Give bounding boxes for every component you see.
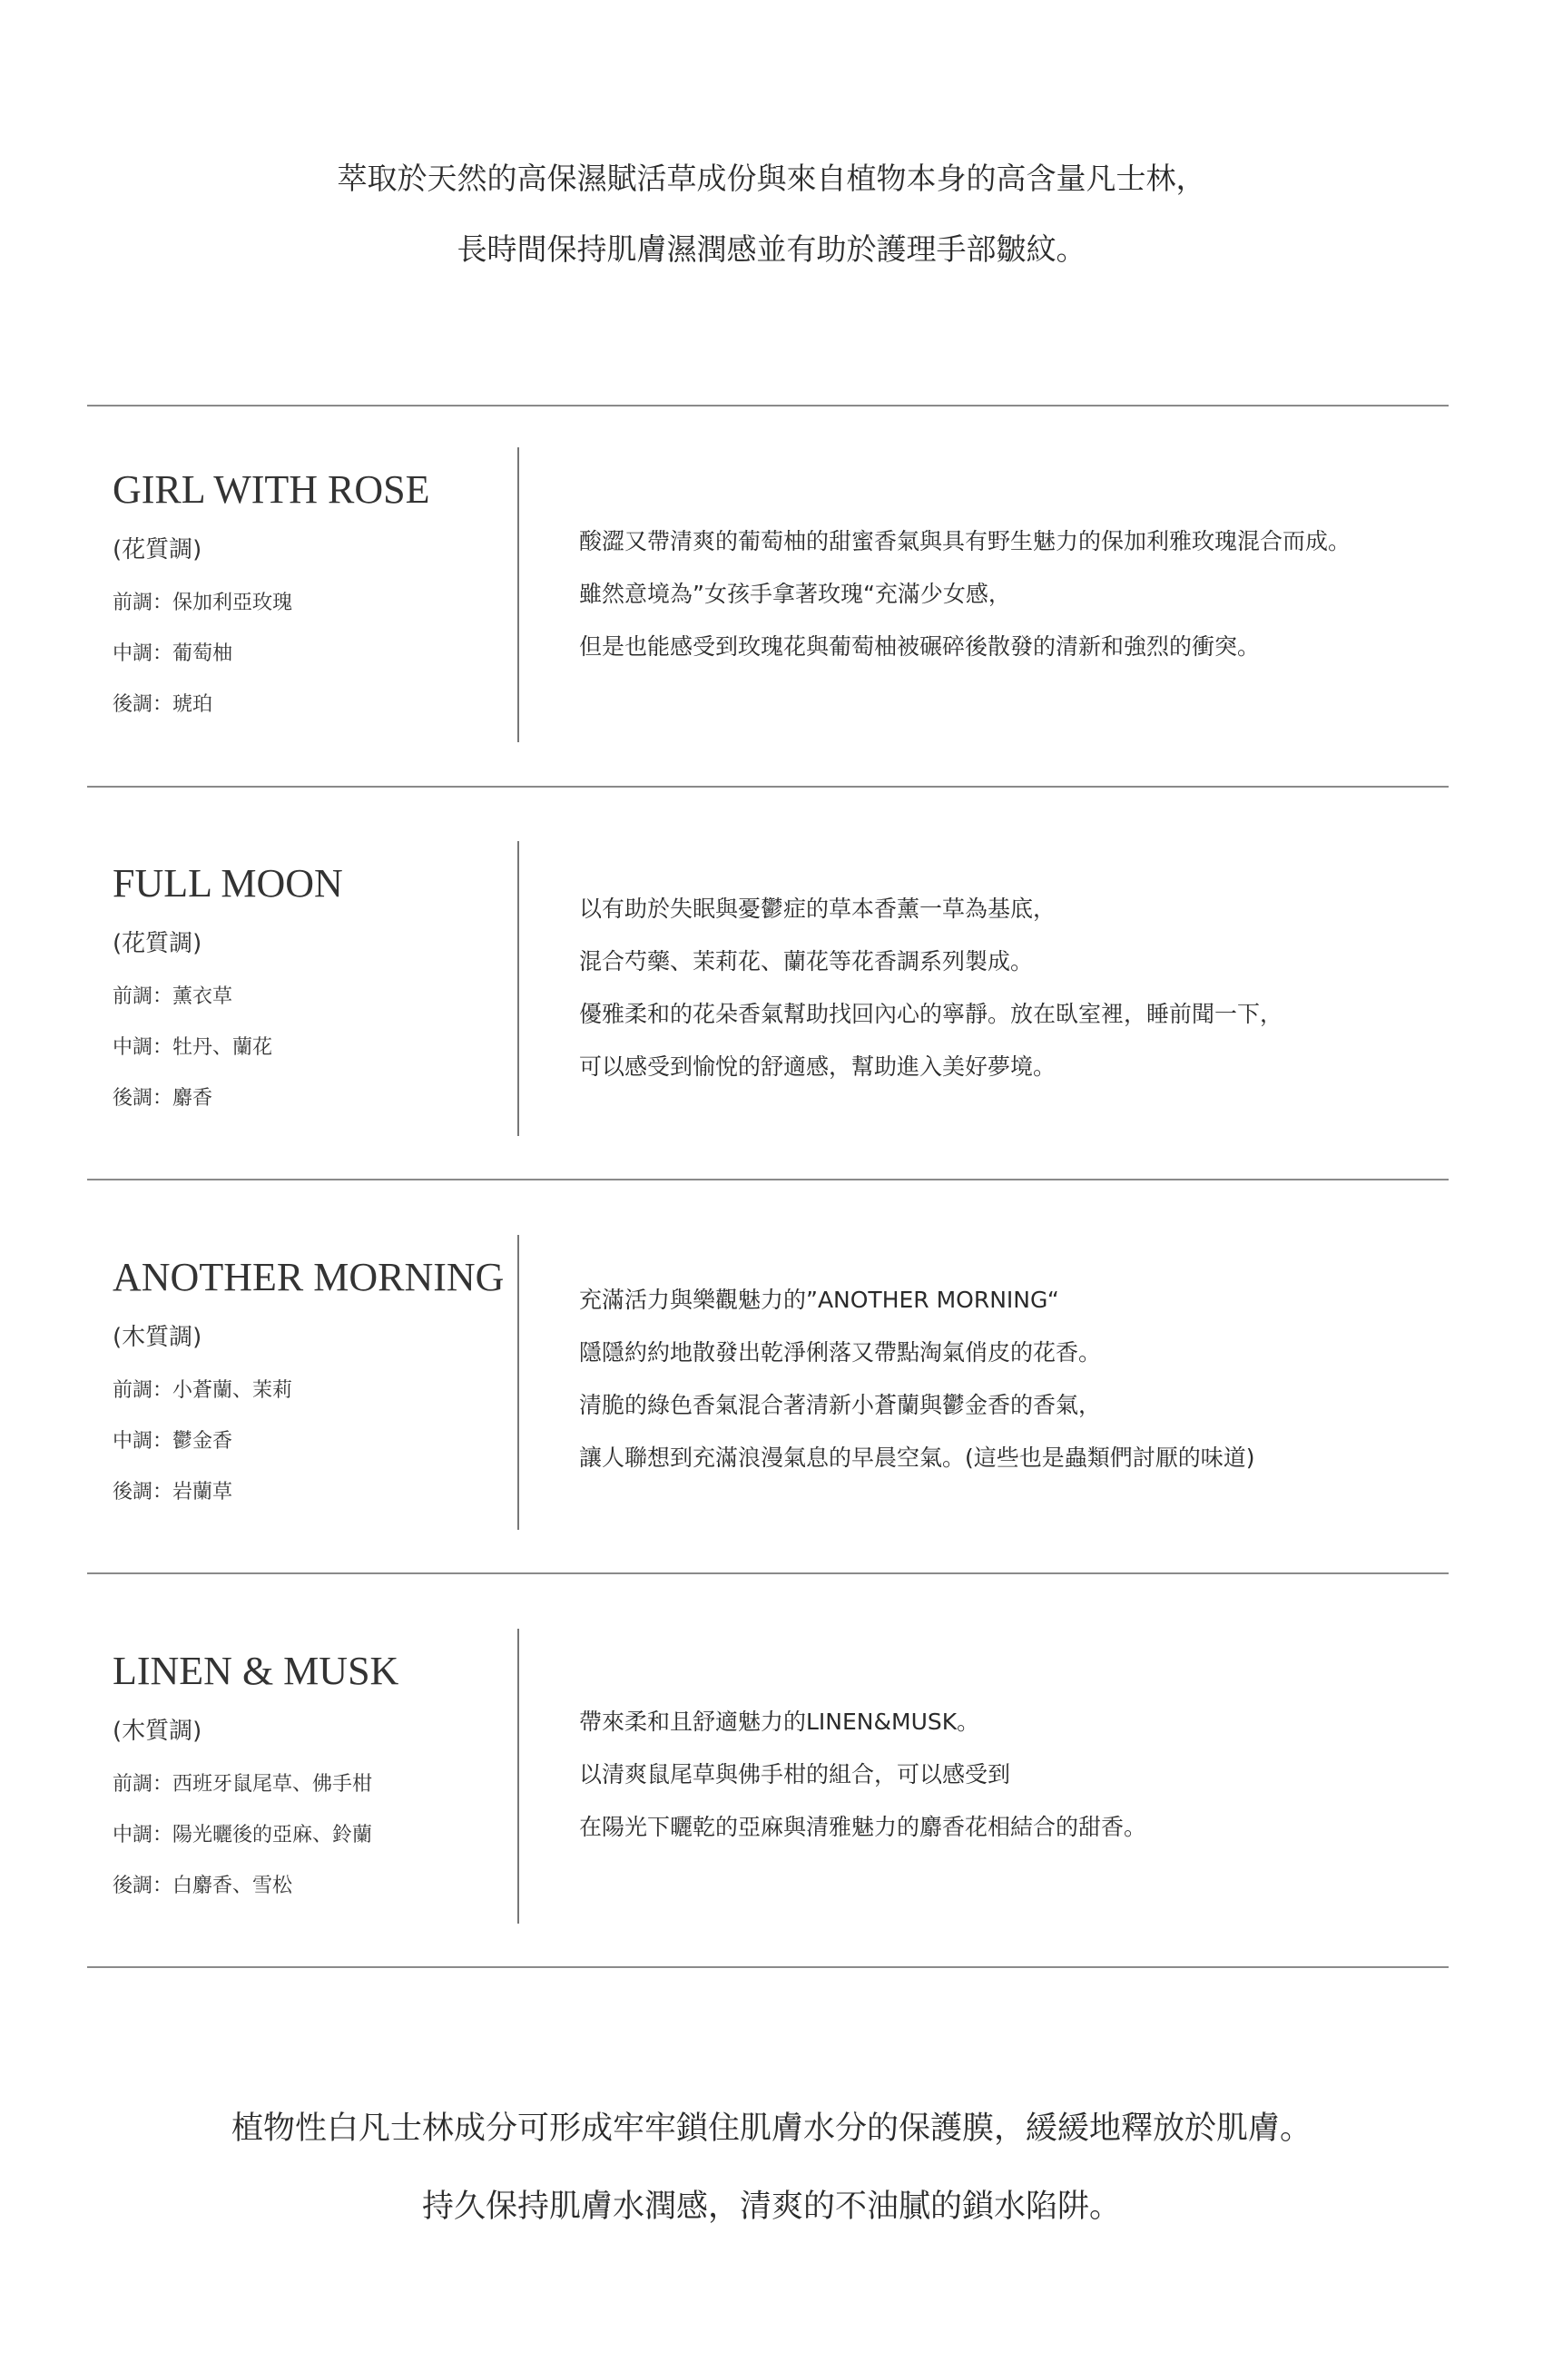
description-line: 以清爽鼠尾草與佛手柑的組合，可以感受到 [579, 1761, 1011, 1787]
middle-note: 中調：牡丹、蘭花 [113, 1036, 273, 1059]
outro-text [0, 2090, 1543, 2246]
description-line: 以有助於失眠與憂鬱症的草本香薰一草為基底， [579, 896, 1057, 922]
intro-text [0, 143, 1543, 285]
vertical-divider [517, 1235, 519, 1530]
description-line: 隱隱約約地散發出乾淨俐落又帶點淘氣俏皮的花香。 [579, 1339, 1102, 1366]
fragrance-family: (花質調) [113, 930, 202, 957]
description-line: 讓人聯想到充滿浪漫氣息的早晨空氣。(這些也是蟲類們討厭的味道) [579, 1445, 1255, 1471]
description-line: 優雅柔和的花朵香氣幫助找回內心的寧靜。放在臥室裡，睡前聞一下， [579, 1001, 1283, 1027]
description-line: 在陽光下曬乾的亞麻與清雅魅力的麝香花相結合的甜香。 [579, 1814, 1147, 1840]
fragrance-section-another-morning [87, 1235, 1449, 1548]
middle-note: 中調：鬱金香 [113, 1430, 233, 1453]
divider [87, 1966, 1449, 1968]
intro-line-1: 萃取於天然的高保濕賦活草成份與來自植物本身的高含量凡士林， [337, 161, 1206, 196]
fragrance-title: GIRL WITH ROSE [113, 467, 430, 512]
outro-line-2: 持久保持肌膚水潤感，清爽的不油膩的鎖水陷阱。 [421, 2189, 1121, 2225]
intro-line-2: 長時間保持肌膚濕潤感並有助於護理手部皺紋。 [457, 231, 1086, 267]
vertical-divider [517, 447, 519, 742]
fragrance-family: (花質調) [113, 536, 202, 563]
description-line: 酸澀又帶清爽的葡萄柚的甜蜜香氣與具有野生魅力的保加利雅玫瑰混合而成。 [579, 528, 1351, 554]
fragrance-section-linen-musk [87, 1629, 1449, 1942]
vertical-divider [517, 1629, 519, 1924]
fragrance-section-full-moon [87, 841, 1449, 1154]
vertical-divider [517, 841, 519, 1136]
divider [87, 405, 1449, 406]
top-note: 前調：薰衣草 [113, 985, 233, 1008]
fragrance-title: ANOTHER MORNING [113, 1255, 505, 1299]
fragrance-family: (木質調) [113, 1718, 202, 1745]
description-line: 可以感受到愉悅的舒適感，幫助進入美好夢境。 [579, 1053, 1057, 1080]
top-note: 前調：小蒼蘭、茉莉 [113, 1379, 293, 1402]
middle-note: 中調：葡萄柚 [113, 642, 233, 665]
top-note: 前調：保加利亞玫瑰 [113, 592, 293, 614]
description-line: 但是也能感受到玫瑰花與葡萄柚被碾碎後散發的清新和強烈的衝突。 [579, 633, 1261, 660]
fragrance-title: LINEN & MUSK [113, 1649, 399, 1693]
description-line: 混合芍藥、茉莉花、蘭花等花香調系列製成。 [579, 948, 1034, 975]
description-line: 帶來柔和且舒適魅力的LINEN&MUSK。 [579, 1709, 980, 1735]
fragrance-family: (木質調) [113, 1324, 202, 1351]
divider [87, 1572, 1449, 1574]
base-note: 後調：岩蘭草 [113, 1481, 233, 1503]
base-note: 後調：白麝香、雪松 [113, 1875, 293, 1897]
fragrance-title: FULL MOON [113, 861, 343, 906]
base-note: 後調：麝香 [113, 1087, 213, 1110]
top-note: 前調：西班牙鼠尾草、佛手柑 [113, 1773, 373, 1796]
fragrance-section-girl-with-rose [87, 447, 1449, 760]
divider [87, 1179, 1449, 1180]
divider [87, 786, 1449, 788]
description-line: 雖然意境為”女孩手拿著玫瑰“充滿少女感， [579, 581, 1011, 607]
description-line: 充滿活力與樂觀魅力的”ANOTHER MORNING“ [579, 1287, 1059, 1313]
base-note: 後調：琥珀 [113, 693, 213, 716]
middle-note: 中調：陽光曬後的亞麻、鈴蘭 [113, 1824, 373, 1846]
description-line: 清脆的綠色香氣混合著清新小蒼蘭與鬱金香的香氣， [579, 1392, 1102, 1418]
outro-line-1: 植物性白凡士林成分可形成牢牢鎖住肌膚水分的保護膜，緩緩地釋放於肌膚。 [231, 2111, 1312, 2147]
